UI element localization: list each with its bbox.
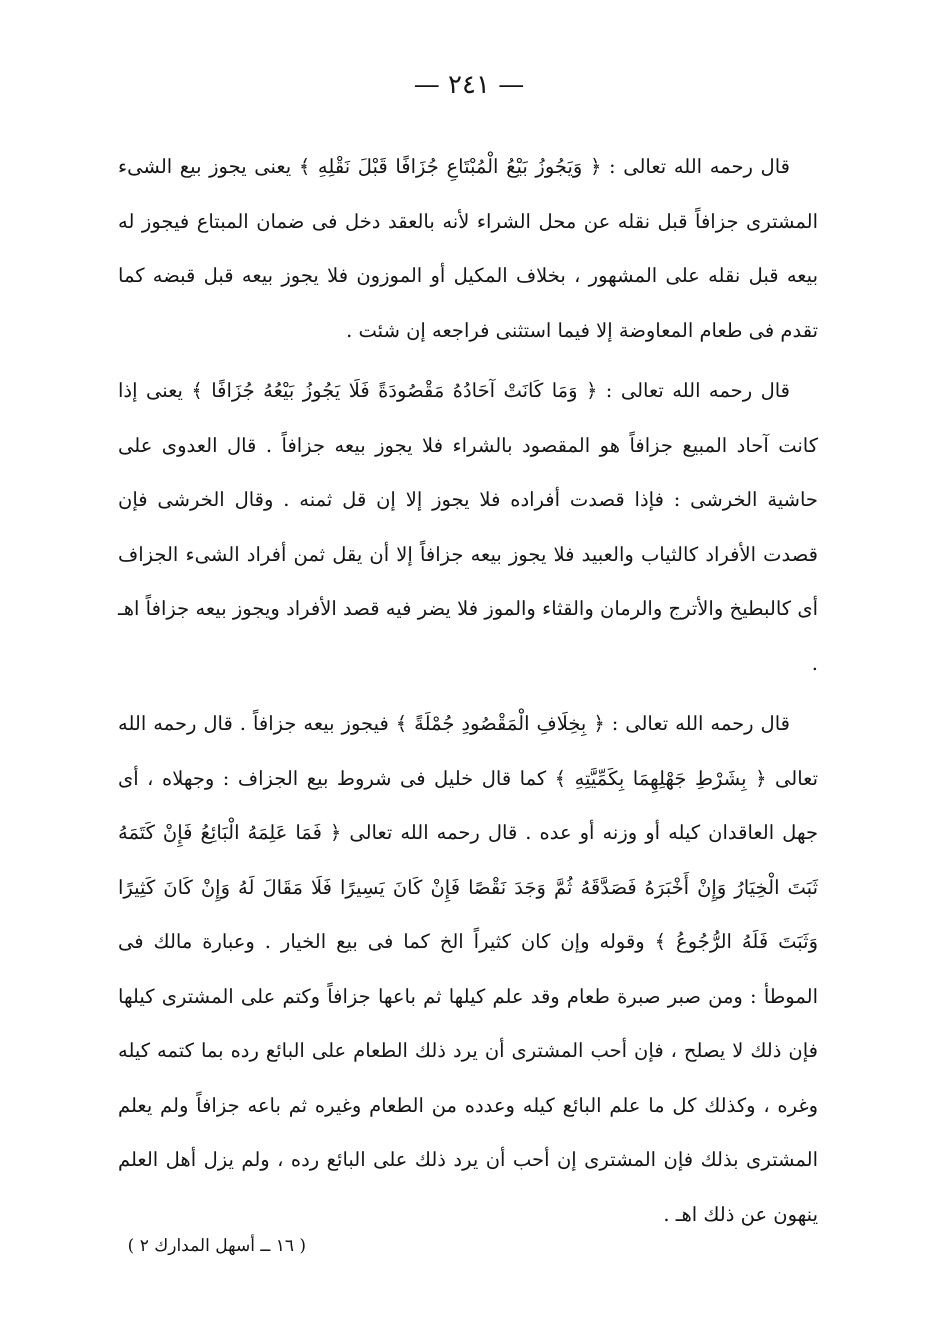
body-text (118, 140, 818, 1248)
paragraph-3: قال رحمه الله تعالى : ﴿ بِخِلَافِ الْمَقْصُودِ جُمْلَةً ﴾ فيجوز بيعه جزافاً . قال رحمه الله تعالى ﴿ بِشَرْطِ جَهْلِهِمَا بِكَمِّيَّتِهِ ﴾ كما قال خليل فى شروط بيع الجزاف : وجهلاه ، أى جهل العاقدان كيله أو وزنه أو عده . قال رحمه الله تعالى ﴿ فَمَا عَلِمَهُ الْبَائِعُ فَإِنْ كَتَمَهُ ثَبَتَ الْخِيَارُ وَإِنْ أَخْبَرَهُ فَصَدَّقَهُ ثُمَّ وَجَدَ نَقْصًا فَإِنْ كَانَ يَسِيرًا فَلَا مَقَالَ لَهُ وَإِنْ كَانَ كَثِيرًا وَثَبَتَ فَلَهُ الرُّجُوعُ ﴾ وقوله وإن كان كثيراً الخ كما فى بيع الخيار . وعبارة مالك فى الموطأ : ومن صبر صبرة طعام وقد علم كيلها ثم باعها جزافاً وكتم على المشترى كيلها فإن ذلك لا يصلح ، فإن أحب المشترى أن يرد ذلك الطعام على البائع رده بما كتمه كيله وغره ، وكذلك كل ما علم البائع كيله وعدده من الطعام وغيره ثم باعه جزافاً ولم يعلم المشترى بذلك فإن المشترى إن أحب أن يرد ذلك على البائع رده ، ولم يزل أهل العلم ينهون عن ذلك اهـ . (118, 712, 818, 1226)
page-number: — ٢٤١ — (413, 70, 525, 100)
paragraph-1: قال رحمه الله تعالى : ﴿ وَيَجُوزُ بَيْعُ الْمُبْتَاعِ جُزَافًا قَبْلَ نَقْلِهِ ﴾ يعنى يجوز بيع الشىء المشترى جزافاً قبل نقله عن محل الشراء لأنه بالعقد دخل فى ضمان المبتاع فيجوز له بيعه قبل نقله على المشهور ، بخلاف المكيل أو الموزون فلا يجوز بيعه قبل قبضه كما تقدم فى طعام المعاوضة إلا فيما استثنى فراجعه إن شئت . (118, 155, 818, 342)
paragraph-2: قال رحمه الله تعالى : ﴿ وَمَا كَانَتْ آحَادُهُ مَقْصُودَةً فَلَا يَجُوزُ بَيْعُهُ جُزَافًا ﴾ يعنى إذا كانت آحاد المبيع جزافاً هو المقصود بالشراء فلا يجوز بيعه جزافاً . قال العدوى على حاشية الخرشى : فإذا قصدت أفراده فلا يجوز إلا إن قل ثمنه . وقال الخرشى فإن قصدت الأفراد كالثياب والعبيد فلا يجوز بيعه جزافاً إلا أن يقل ثمن أفراد الشىء الجزاف أى كالبطيخ والأترج والرمان والقثاء والموز فلا يضر فيه قصد الأفراد ويجوز بيعه جزافاً اهـ . (118, 379, 818, 675)
signature-footer: ( ١٦ ــ أسهل المدارك ٢ ) (127, 1236, 306, 1256)
